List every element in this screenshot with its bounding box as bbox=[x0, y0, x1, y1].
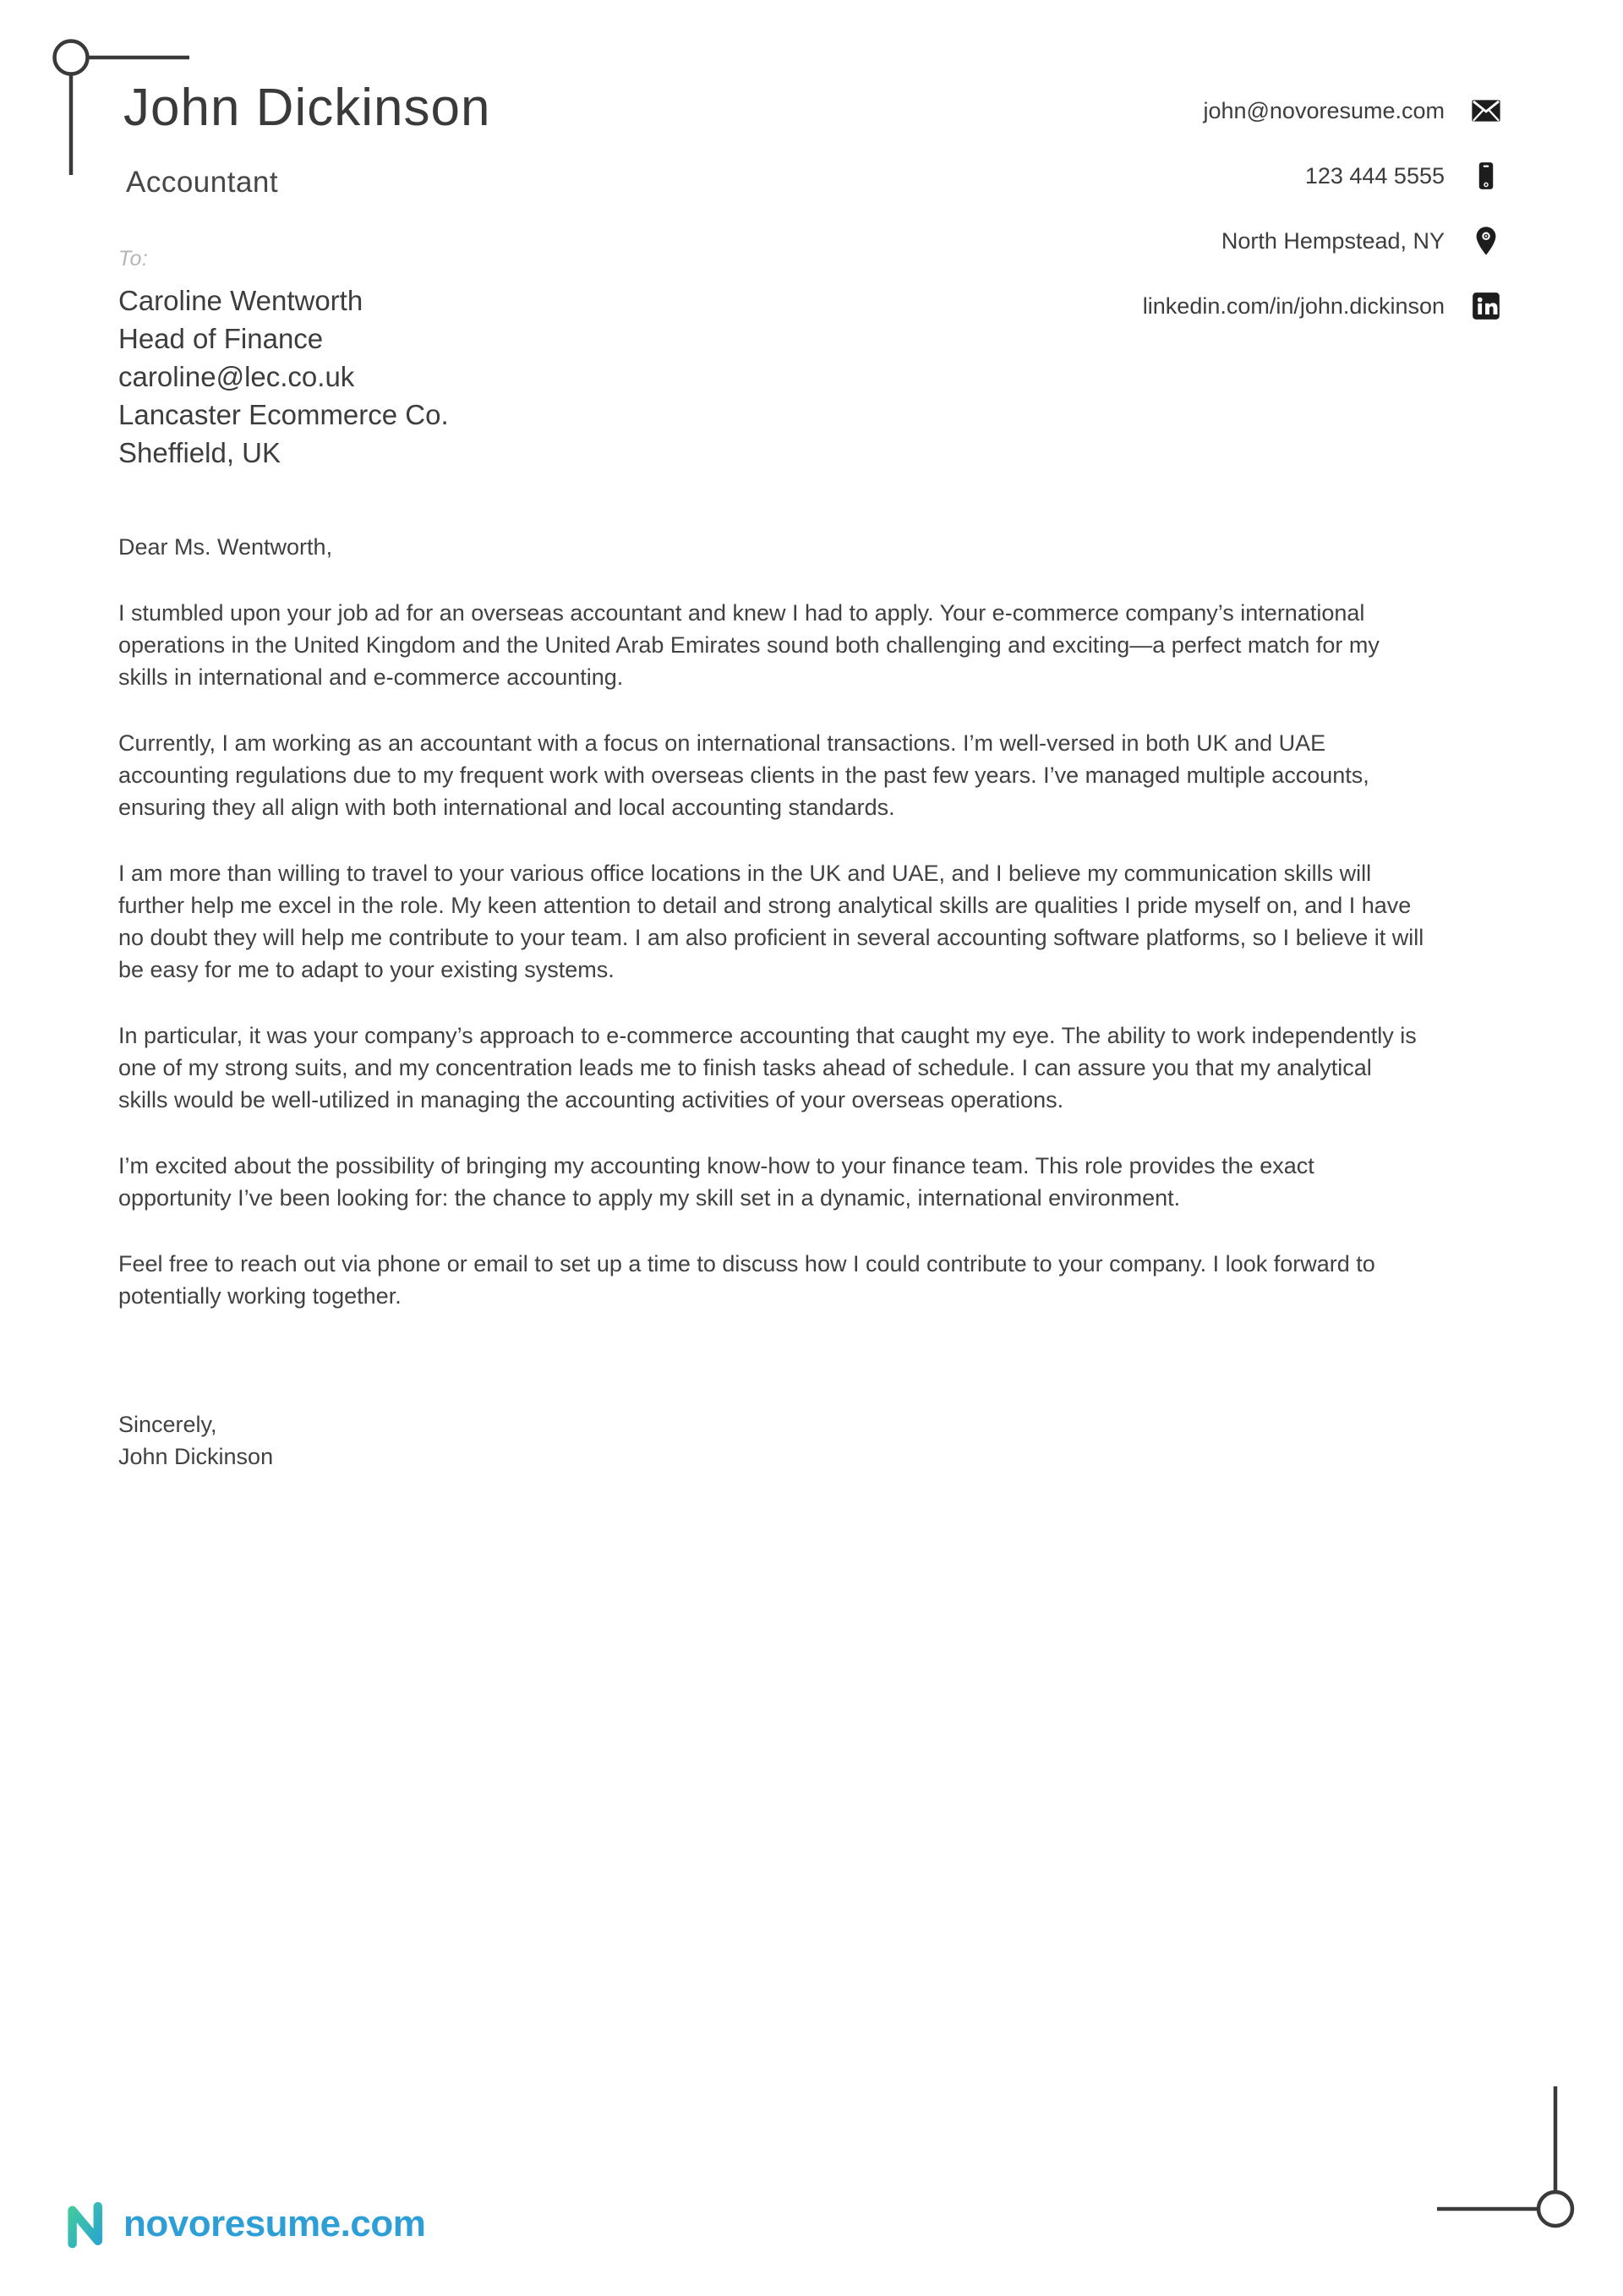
brand-logo[interactable] bbox=[63, 2200, 425, 2249]
recipient-location: Sheffield, UK bbox=[118, 437, 281, 468]
contact-location-text: North Hempstead, NY bbox=[1221, 227, 1445, 254]
paragraph-5: I’m excited about the possibility of bringing my accounting know-how to your finance team. This role provides the exact opportunity I’ve been looking for: the chance to apply my skill set in a dynamic, international environment. bbox=[118, 1153, 1314, 1211]
recipient-email: caroline@lec.co.uk bbox=[118, 361, 355, 392]
phone-icon bbox=[1470, 160, 1502, 192]
paragraph-3: I am more than willing to travel to your various office locations in the UK and UAE, and I believe my communication skills will further help me excel in the role. My keen attention to detail and strong analytical skills are qualities I pride myself on, and I have no doubt they will help me contribute to your team. I am also proficient in several accounting software platforms, so I believe it will be easy for me to adapt to your existing systems. bbox=[118, 861, 1424, 982]
contact-email-text: john@novoresume.com bbox=[1203, 97, 1445, 123]
brand-name: novoresume.com bbox=[123, 2203, 426, 2244]
closing-block bbox=[118, 1408, 1427, 1473]
location-pin-icon bbox=[1470, 225, 1502, 257]
corner-decoration-bottom-right bbox=[1420, 2067, 1606, 2236]
paragraph-1: I stumbled upon your job ad for an overseas accountant and knew I had to apply. Your e-commerce company’s international operations in the United Kingdom and the United Arab Emirates sound both challenging and exciting—a perfect match for my skills in international and e-commerce accounting. bbox=[118, 600, 1380, 690]
to-label: To: bbox=[118, 247, 149, 271]
paragraph-6: Feel free to reach out via phone or email to set up a time to discuss how I could contribute to your company. I look forward to potentially working together. bbox=[118, 1251, 1375, 1309]
job-title: Accountant bbox=[126, 166, 279, 199]
page-title: John Dickinson bbox=[123, 79, 491, 137]
contact-location bbox=[1143, 225, 1502, 257]
salutation: Dear Ms. Wentworth, bbox=[118, 534, 333, 560]
recipient-name: Caroline Wentworth bbox=[118, 285, 363, 316]
recipient-title: Head of Finance bbox=[118, 323, 324, 354]
novoresume-n-icon bbox=[63, 2200, 112, 2249]
recipient-company: Lancaster Ecommerce Co. bbox=[118, 399, 449, 430]
email-icon bbox=[1470, 95, 1502, 127]
closing: Sincerely, bbox=[118, 1412, 217, 1437]
contact-phone-text: 123 444 5555 bbox=[1304, 162, 1445, 189]
contact-info bbox=[1143, 95, 1502, 322]
paragraph-2: Currently, I am working as an accountant with a focus on international transactions. I’m well-versed in both UK and UAE accounting regulations due to my frequent work with overseas clients in the past few years. I’ve managed multiple accounts, ensuring they all align with both international and local accounting standards. bbox=[118, 730, 1369, 820]
paragraph-4: In particular, it was your company’s approach to e-commerce accounting that caught my eye. The ability to work independently is one of my strong suits, and my concentration leads me to finish tasks ahead of schedule. I can assure you that my analytical skills would be well-utilized in managing the accounting activities of your overseas operations. bbox=[118, 1023, 1417, 1112]
contact-email-link[interactable] bbox=[1143, 95, 1502, 127]
contact-linkedin-link[interactable] bbox=[1143, 290, 1502, 322]
linkedin-icon bbox=[1470, 290, 1502, 322]
letter-body bbox=[118, 531, 1427, 1473]
contact-linkedin-text: linkedin.com/in/john.dickinson bbox=[1142, 292, 1445, 319]
contact-phone bbox=[1143, 160, 1502, 192]
recipient-block bbox=[118, 247, 449, 472]
signature: John Dickinson bbox=[118, 1444, 274, 1469]
